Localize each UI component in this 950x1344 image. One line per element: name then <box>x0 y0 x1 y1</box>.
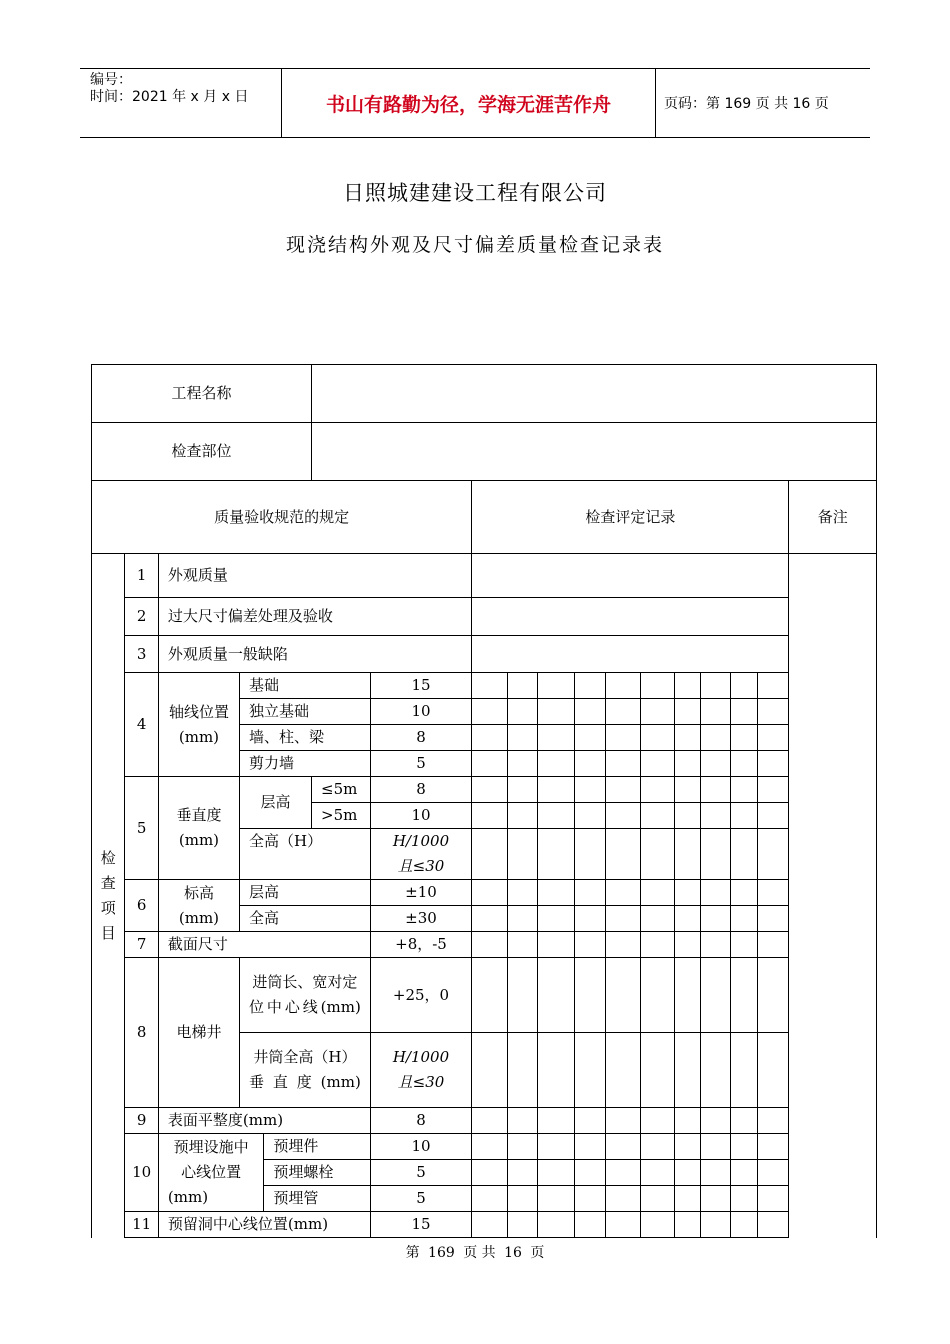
record-cell[interactable] <box>574 906 605 932</box>
allowed-value: H/1000 且≤30 <box>370 829 471 880</box>
allowed-value: 10 <box>370 803 471 829</box>
record-cell[interactable] <box>701 1186 730 1212</box>
record-cell[interactable] <box>472 803 507 829</box>
record-cell[interactable] <box>574 829 605 880</box>
record-cell[interactable] <box>730 906 757 932</box>
record-cell[interactable] <box>730 777 757 803</box>
record-cell[interactable] <box>730 880 757 906</box>
record-cell[interactable] <box>641 1134 674 1160</box>
record-cell[interactable] <box>730 958 757 1033</box>
record-cell[interactable] <box>641 673 674 699</box>
remark-header: 备注 <box>789 481 877 554</box>
item-no: 2 <box>125 598 158 636</box>
allowed-value: 8 <box>370 725 471 751</box>
record-cell[interactable] <box>574 751 605 777</box>
record-cell[interactable] <box>574 880 605 906</box>
record-cell[interactable] <box>606 1160 641 1186</box>
record-cell[interactable] <box>674 829 700 880</box>
record-cell[interactable] <box>472 932 507 958</box>
record-cell[interactable] <box>538 906 575 932</box>
record-cell[interactable] <box>674 751 700 777</box>
record-cell[interactable] <box>538 725 575 751</box>
record-cell[interactable] <box>674 880 700 906</box>
record-cell[interactable] <box>538 803 575 829</box>
record-cell[interactable] <box>701 1033 730 1108</box>
record-cell[interactable] <box>641 803 674 829</box>
record-cell[interactable] <box>730 1186 757 1212</box>
record-cell[interactable] <box>507 1212 537 1238</box>
record-cell[interactable] <box>701 725 730 751</box>
sub-item: 全高（H） <box>240 829 371 880</box>
allowed-value: +25，0 <box>370 958 471 1033</box>
record-cell[interactable] <box>701 699 730 725</box>
record-cell[interactable] <box>674 932 700 958</box>
record-cell[interactable] <box>472 880 507 906</box>
record-cell[interactable] <box>758 1033 789 1108</box>
page-header <box>80 68 870 138</box>
record-cell[interactable] <box>472 636 789 673</box>
record-cell[interactable] <box>606 932 641 958</box>
sub-item: >5m <box>312 803 371 829</box>
record-cell[interactable] <box>507 673 537 699</box>
footer-prefix: 第 <box>405 1245 420 1261</box>
record-cell[interactable] <box>574 725 605 751</box>
record-cell[interactable] <box>674 1212 700 1238</box>
record-cell[interactable] <box>574 1033 605 1108</box>
record-cell[interactable] <box>701 751 730 777</box>
record-cell[interactable] <box>606 777 641 803</box>
record-cell[interactable] <box>472 829 507 880</box>
item-no: 8 <box>125 958 158 1108</box>
record-cell[interactable] <box>758 932 789 958</box>
allowed-value: 10 <box>370 699 471 725</box>
item-no: 6 <box>125 880 158 932</box>
record-cell[interactable] <box>472 751 507 777</box>
record-cell[interactable] <box>701 829 730 880</box>
item-name: 垂直度(mm) <box>158 777 239 880</box>
sub-item: 层高 <box>240 777 312 829</box>
sub-item: 层高 <box>240 880 371 906</box>
record-cell[interactable] <box>701 1160 730 1186</box>
item-name: 轴线位置(mm) <box>158 673 239 777</box>
record-cell[interactable] <box>472 777 507 803</box>
record-cell[interactable] <box>758 725 789 751</box>
record-cell[interactable] <box>674 1160 700 1186</box>
record-cell[interactable] <box>574 803 605 829</box>
record-cell[interactable] <box>641 958 674 1033</box>
record-cell[interactable] <box>730 673 757 699</box>
record-cell[interactable] <box>758 803 789 829</box>
record-cell[interactable] <box>606 1212 641 1238</box>
footer-total: 16 <box>504 1245 522 1261</box>
record-cell[interactable] <box>641 725 674 751</box>
record-cell[interactable] <box>574 1212 605 1238</box>
record-cell[interactable] <box>538 699 575 725</box>
sub-item: ≤5m <box>312 777 371 803</box>
record-cell[interactable] <box>606 1033 641 1108</box>
record-cell[interactable] <box>641 1212 674 1238</box>
record-cell[interactable] <box>758 1134 789 1160</box>
record-cell[interactable] <box>507 958 537 1033</box>
record-cell[interactable] <box>538 829 575 880</box>
time-label: 时间：2021 年 x 月 x 日 <box>90 89 249 105</box>
record-cell[interactable] <box>606 751 641 777</box>
record-cell[interactable] <box>538 1186 575 1212</box>
record-cell[interactable] <box>472 725 507 751</box>
project-name-label: 工程名称 <box>92 365 312 423</box>
header-meta <box>80 69 280 137</box>
header-page-info: 页码：第 169 页 共 16 页 <box>664 96 829 112</box>
record-header: 检查评定记录 <box>472 481 789 554</box>
header-motto: 书山有路勤为径，学海无涯苦作舟 <box>281 69 656 137</box>
record-cell[interactable] <box>538 751 575 777</box>
record-cell[interactable] <box>758 906 789 932</box>
record-cell[interactable] <box>758 1212 789 1238</box>
record-cell[interactable] <box>472 1033 507 1108</box>
record-cell[interactable] <box>606 829 641 880</box>
record-cell[interactable] <box>730 699 757 725</box>
footer-page: 169 <box>428 1245 455 1261</box>
record-cell[interactable] <box>758 1160 789 1186</box>
record-cell[interactable] <box>730 1212 757 1238</box>
spec-header: 质量验收规范的规定 <box>92 481 472 554</box>
record-cell[interactable] <box>674 803 700 829</box>
record-cell[interactable] <box>730 725 757 751</box>
record-cell[interactable] <box>730 1160 757 1186</box>
allowed-value: 15 <box>370 1212 471 1238</box>
project-name-value[interactable] <box>312 365 877 423</box>
record-cell[interactable] <box>472 1108 507 1134</box>
record-cell[interactable] <box>758 829 789 880</box>
allowed-value: 5 <box>370 1186 471 1212</box>
form-title: 现浇结构外观及尺寸偏差质量检查记录表 <box>285 234 664 256</box>
item-no: 3 <box>125 636 158 673</box>
item-name: 标高(mm) <box>158 880 239 932</box>
allowed-value: H/1000 且≤30 <box>370 1033 471 1108</box>
inspection-table <box>91 364 877 1238</box>
record-cell[interactable] <box>606 803 641 829</box>
record-cell[interactable] <box>674 1186 700 1212</box>
record-cell[interactable] <box>606 958 641 1033</box>
record-cell[interactable] <box>758 777 789 803</box>
record-cell[interactable] <box>507 725 537 751</box>
record-cell[interactable] <box>472 1212 507 1238</box>
record-cell[interactable] <box>730 1108 757 1134</box>
record-cell[interactable] <box>641 1108 674 1134</box>
record-cell[interactable] <box>507 1134 537 1160</box>
record-cell[interactable] <box>641 1033 674 1108</box>
item-name: 外观质量一般缺陷 <box>158 636 471 673</box>
record-cell[interactable] <box>701 777 730 803</box>
record-cell[interactable] <box>507 829 537 880</box>
record-cell[interactable] <box>507 1108 537 1134</box>
record-cell[interactable] <box>641 751 674 777</box>
sub-item: 剪力墙 <box>240 751 371 777</box>
record-cell[interactable] <box>641 932 674 958</box>
record-cell[interactable] <box>758 1186 789 1212</box>
item-no: 7 <box>125 932 158 958</box>
record-cell[interactable] <box>472 1160 507 1186</box>
record-cell[interactable] <box>730 829 757 880</box>
record-cell[interactable] <box>641 829 674 880</box>
record-cell[interactable] <box>730 803 757 829</box>
record-cell[interactable] <box>606 725 641 751</box>
record-cell[interactable] <box>730 751 757 777</box>
page-footer <box>0 1242 950 1262</box>
record-cell[interactable] <box>674 725 700 751</box>
record-cell[interactable] <box>538 1108 575 1134</box>
item-name: 截面尺寸 <box>158 932 370 958</box>
record-cell[interactable] <box>507 1186 537 1212</box>
item-no: 11 <box>125 1212 158 1238</box>
record-cell[interactable] <box>641 1160 674 1186</box>
record-cell[interactable] <box>507 1160 537 1186</box>
allowed-value: +8，-5 <box>370 932 471 958</box>
record-cell[interactable] <box>674 1033 700 1108</box>
sub-item: 井筒全高（H）垂直度(mm) <box>240 1033 371 1108</box>
item-name: 预埋设施中心线位置(mm) <box>158 1134 263 1212</box>
record-cell[interactable] <box>507 699 537 725</box>
record-cell[interactable] <box>472 673 507 699</box>
record-cell[interactable] <box>507 777 537 803</box>
record-cell[interactable] <box>538 880 575 906</box>
record-cell[interactable] <box>674 699 700 725</box>
record-cell[interactable] <box>674 777 700 803</box>
record-cell[interactable] <box>538 958 575 1033</box>
inspect-part-label: 检查部位 <box>92 423 312 481</box>
record-cell[interactable] <box>472 1134 507 1160</box>
record-cell[interactable] <box>674 958 700 1033</box>
record-cell[interactable] <box>538 1134 575 1160</box>
record-cell[interactable] <box>472 958 507 1033</box>
record-cell[interactable] <box>641 906 674 932</box>
allowed-value: ±30 <box>370 906 471 932</box>
footer-suffix: 页 <box>530 1245 545 1261</box>
record-cell[interactable] <box>701 673 730 699</box>
item-name: 过大尺寸偏差处理及验收 <box>158 598 471 636</box>
item-name: 外观质量 <box>158 554 471 598</box>
item-no: 5 <box>125 777 158 880</box>
allowed-value: 8 <box>370 777 471 803</box>
record-cell[interactable] <box>606 1186 641 1212</box>
record-cell[interactable] <box>758 958 789 1033</box>
record-cell[interactable] <box>606 1134 641 1160</box>
record-cell[interactable] <box>538 673 575 699</box>
record-cell[interactable] <box>701 880 730 906</box>
record-cell[interactable] <box>507 932 537 958</box>
allowed-value: 10 <box>370 1134 471 1160</box>
record-cell[interactable] <box>574 699 605 725</box>
footer-mid: 页 共 <box>463 1245 496 1261</box>
record-cell[interactable] <box>674 1134 700 1160</box>
record-cell[interactable] <box>701 1134 730 1160</box>
record-cell[interactable] <box>574 777 605 803</box>
allowed-value: ±10 <box>370 880 471 906</box>
record-cell[interactable] <box>701 1212 730 1238</box>
record-cell[interactable] <box>701 932 730 958</box>
record-cell[interactable] <box>641 880 674 906</box>
sub-item: 墙、柱、梁 <box>240 725 371 751</box>
record-cell[interactable] <box>701 958 730 1033</box>
item-no: 1 <box>125 554 158 598</box>
record-cell[interactable] <box>606 1108 641 1134</box>
record-cell[interactable] <box>538 1212 575 1238</box>
record-cell[interactable] <box>758 699 789 725</box>
item-no: 10 <box>125 1134 158 1212</box>
sub-item: 预埋管 <box>264 1186 370 1212</box>
record-cell[interactable] <box>730 1033 757 1108</box>
record-cell[interactable] <box>606 880 641 906</box>
allowed-value: 5 <box>370 1160 471 1186</box>
record-cell[interactable] <box>701 1108 730 1134</box>
record-cell[interactable] <box>472 554 789 598</box>
record-cell[interactable] <box>574 1108 605 1134</box>
record-cell[interactable] <box>674 906 700 932</box>
record-cell[interactable] <box>538 1160 575 1186</box>
record-cell[interactable] <box>538 777 575 803</box>
sub-item: 预埋件 <box>264 1134 370 1160</box>
record-cell[interactable] <box>507 906 537 932</box>
allowed-value: 5 <box>370 751 471 777</box>
record-cell[interactable] <box>758 751 789 777</box>
record-cell[interactable] <box>574 958 605 1033</box>
record-cell[interactable] <box>674 673 700 699</box>
record-cell[interactable] <box>758 1108 789 1134</box>
record-cell[interactable] <box>574 1134 605 1160</box>
number-label: 编号： <box>90 72 132 88</box>
record-cell[interactable] <box>574 1160 605 1186</box>
item-no: 9 <box>125 1108 158 1134</box>
item-name: 预留洞中心线位置(mm) <box>158 1212 370 1238</box>
record-cell[interactable] <box>701 906 730 932</box>
record-cell[interactable] <box>641 777 674 803</box>
record-cell[interactable] <box>538 1033 575 1108</box>
record-cell[interactable] <box>758 673 789 699</box>
sub-item: 预埋螺栓 <box>264 1160 370 1186</box>
record-cell[interactable] <box>472 1186 507 1212</box>
record-cell[interactable] <box>507 751 537 777</box>
sub-item: 进筒长、宽对定位中心线(mm) <box>240 958 371 1033</box>
record-cell[interactable] <box>674 1108 700 1134</box>
record-cell[interactable] <box>472 699 507 725</box>
record-cell[interactable] <box>574 1186 605 1212</box>
sub-item: 全高 <box>240 906 371 932</box>
record-cell[interactable] <box>538 932 575 958</box>
record-cell[interactable] <box>730 932 757 958</box>
record-cell[interactable] <box>507 880 537 906</box>
sub-item: 基础 <box>240 673 371 699</box>
record-cell[interactable] <box>606 699 641 725</box>
allowed-value: 15 <box>370 673 471 699</box>
item-name: 表面平整度(mm) <box>158 1108 370 1134</box>
record-cell[interactable] <box>507 1033 537 1108</box>
record-cell[interactable] <box>758 880 789 906</box>
record-cell[interactable] <box>507 803 537 829</box>
record-cell[interactable] <box>730 1134 757 1160</box>
item-name: 电梯井 <box>158 958 239 1108</box>
record-cell[interactable] <box>606 673 641 699</box>
sub-item: 独立基础 <box>240 699 371 725</box>
record-cell[interactable] <box>641 699 674 725</box>
company-name: 日照城建建设工程有限公司 <box>343 181 607 205</box>
record-cell[interactable] <box>641 1186 674 1212</box>
record-cell[interactable] <box>701 803 730 829</box>
record-cell[interactable] <box>606 906 641 932</box>
record-cell[interactable] <box>472 598 789 636</box>
record-cell[interactable] <box>472 906 507 932</box>
item-no: 4 <box>125 673 158 777</box>
record-cell[interactable] <box>574 673 605 699</box>
inspect-part-value[interactable] <box>312 423 877 481</box>
group-label: 检 查 项 目 <box>92 554 125 1238</box>
allowed-value: 8 <box>370 1108 471 1134</box>
remark-cell[interactable] <box>789 554 877 1238</box>
record-cell[interactable] <box>574 932 605 958</box>
